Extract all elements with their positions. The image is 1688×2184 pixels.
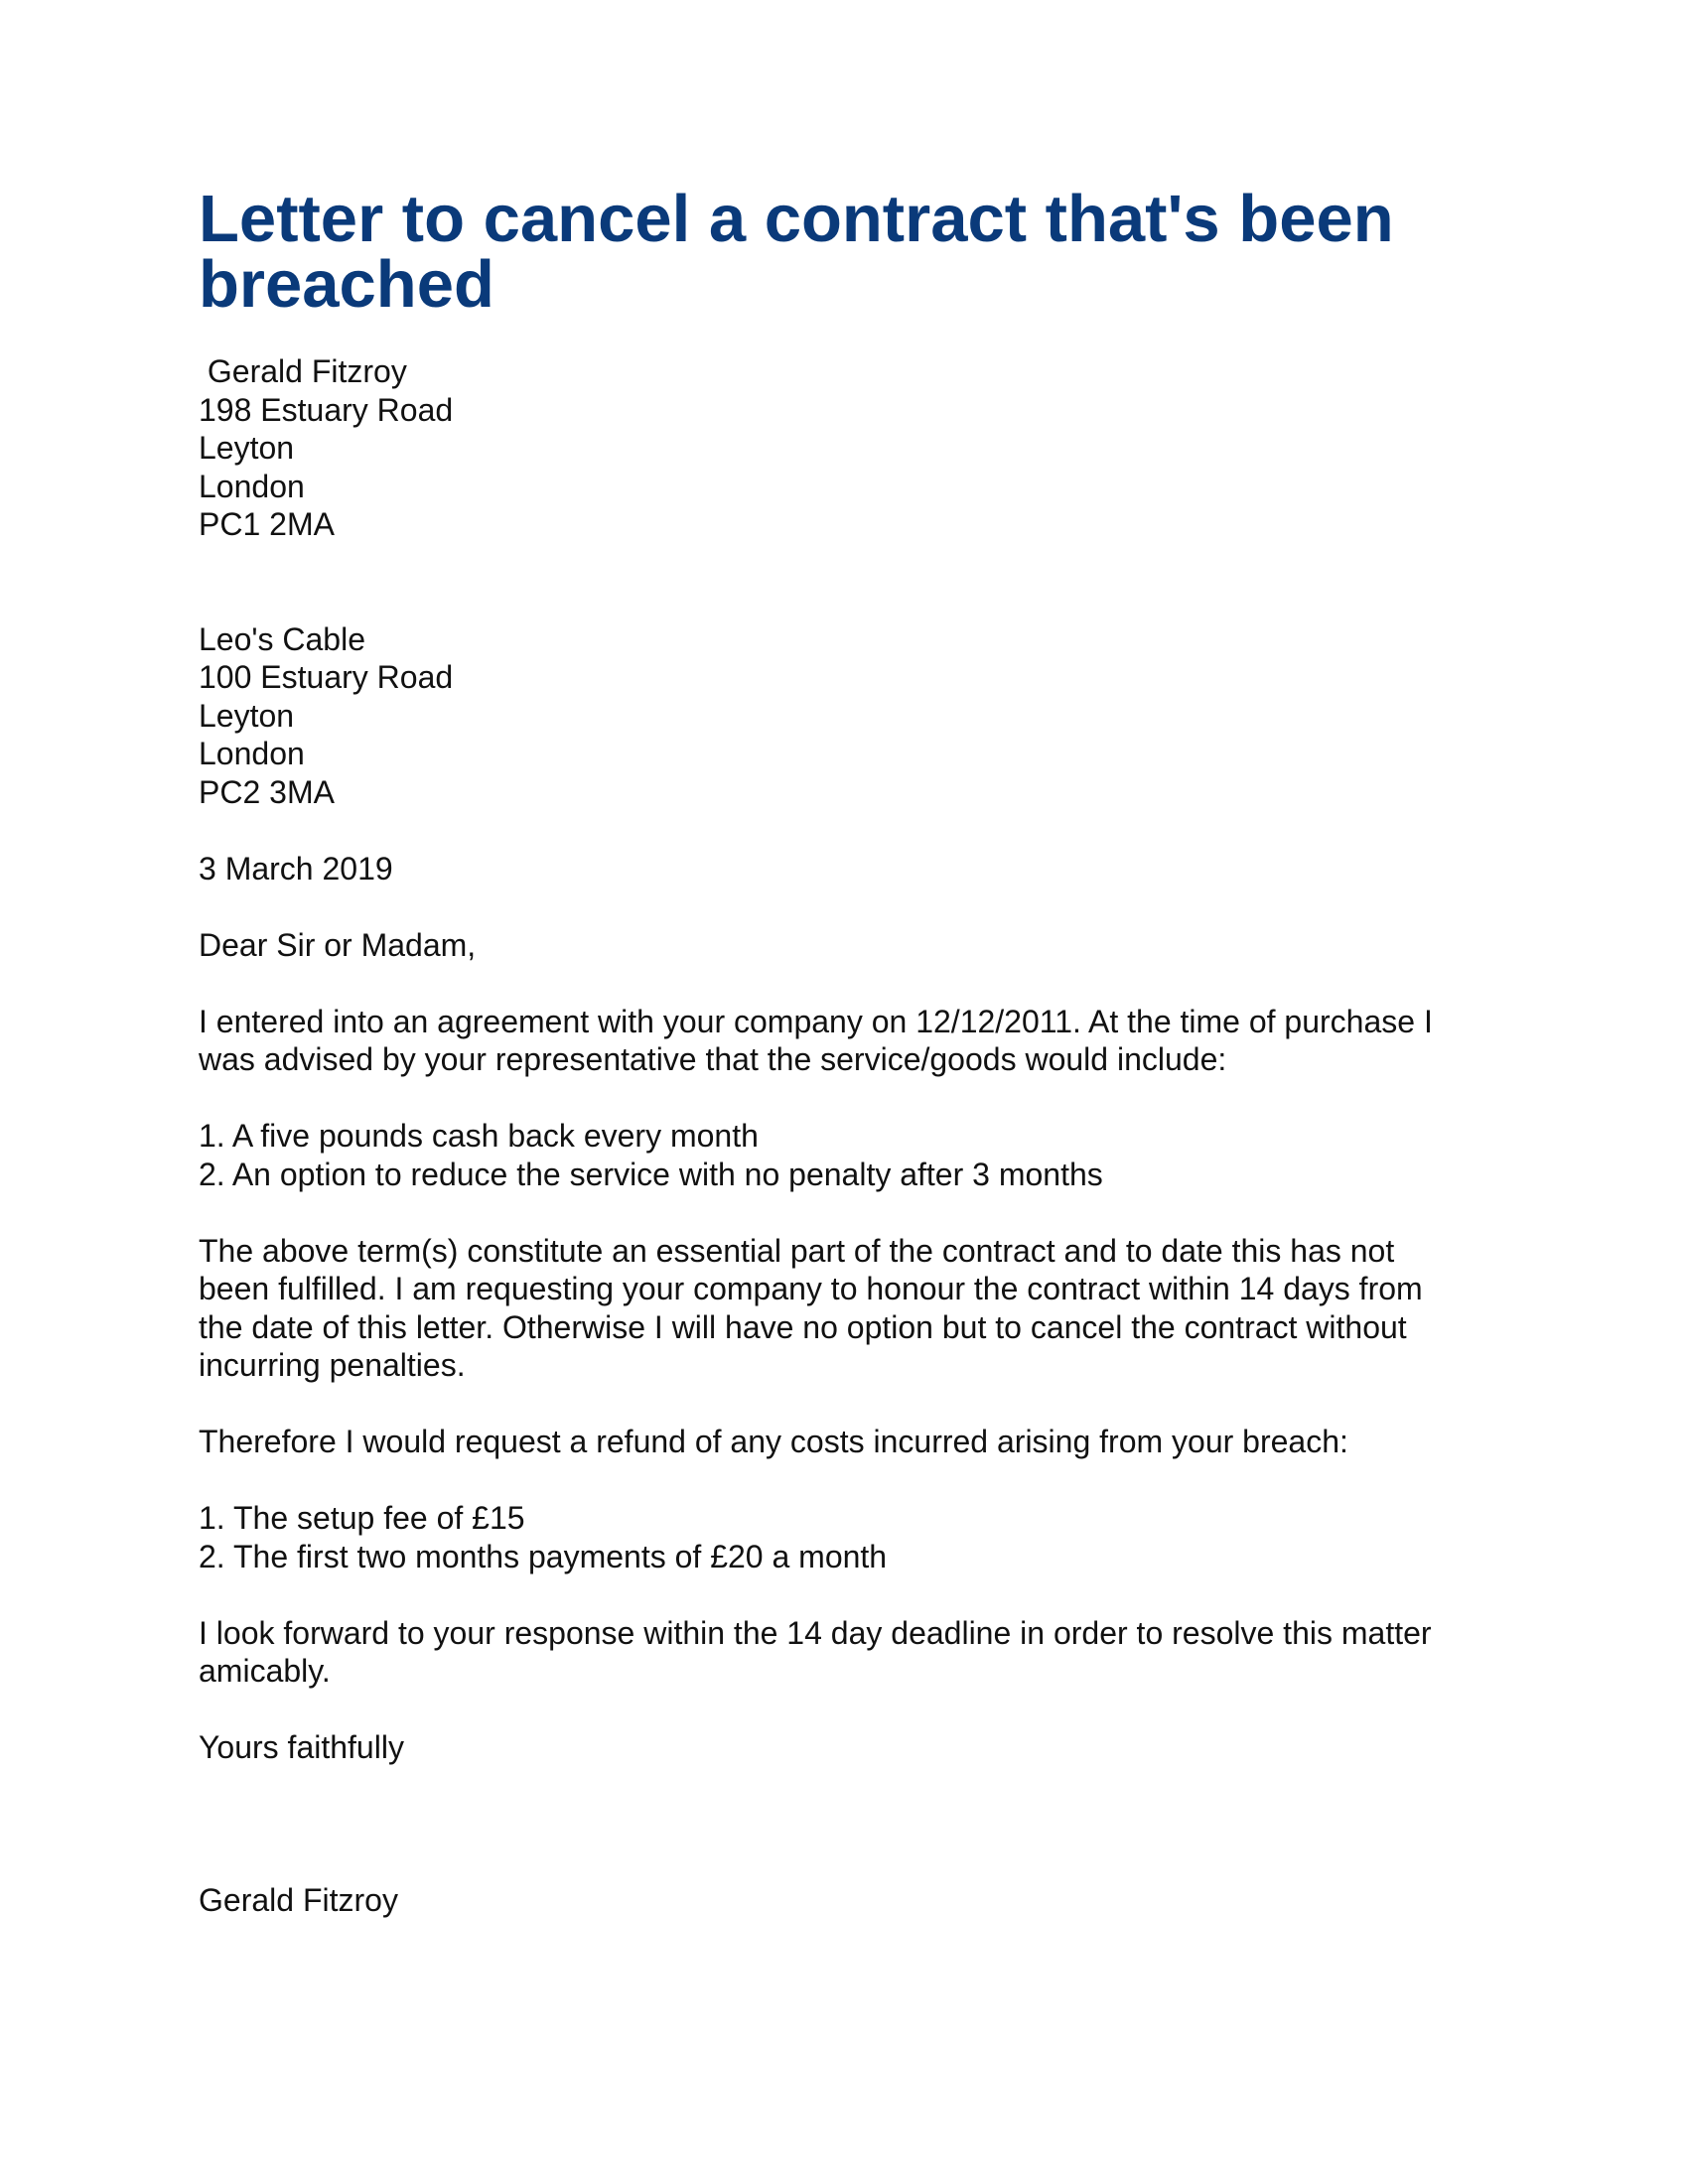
title-line-1: Letter to cancel a contract that's been	[199, 182, 1394, 256]
recipient-district: Leyton	[199, 697, 295, 734]
paragraph-line: The above term(s) constitute an essential part of the contract and to date this has not	[199, 1232, 1395, 1269]
paragraph-line: was advised by your representative that the service/goods would include:	[199, 1041, 1227, 1077]
closing-text: Yours faithfully	[199, 1729, 404, 1765]
sender-name: Gerald Fitzroy	[199, 353, 407, 389]
signature-block	[199, 1881, 1509, 1920]
salutation	[199, 926, 1509, 965]
list-item: 2. The first two months payments of £20 a month	[199, 1538, 888, 1574]
salutation-text: Dear Sir or Madam,	[199, 926, 477, 963]
letter-body	[199, 352, 1509, 1920]
paragraph-line: amicably.	[199, 1653, 331, 1689]
paragraph-line: incurring penalties.	[199, 1347, 466, 1383]
recipient-city: London	[199, 736, 305, 771]
recipient-postcode: PC2 3MA	[199, 773, 335, 810]
recipient-address	[199, 620, 1509, 812]
paragraph-agreement	[199, 1003, 1509, 1079]
sender-city: London	[199, 468, 305, 504]
list-item: 2. An option to reduce the service with no penalty after 3 months	[199, 1156, 1103, 1192]
paragraph-line: Therefore I would request a refund of any costs incurred arising from your breach:	[199, 1424, 1348, 1459]
date-text: 3 March 2019	[199, 850, 393, 887]
complimentary-close	[199, 1728, 1509, 1767]
sender-district: Leyton	[199, 430, 295, 466]
recipient-street: 100 Estuary Road	[199, 659, 454, 695]
paragraph-breach	[199, 1232, 1509, 1385]
list-item: 1. The setup fee of £15	[199, 1500, 525, 1536]
page-title	[199, 182, 1509, 322]
refunds-list	[199, 1499, 1509, 1575]
letter-date	[199, 850, 1509, 888]
list-item: 1. A five pounds cash back every month	[199, 1118, 759, 1154]
paragraph-line: I look forward to your response within the 14 day deadline in order to resolve this matter	[199, 1614, 1432, 1651]
terms-list	[199, 1117, 1509, 1193]
paragraph-line: been fulfilled. I am requesting your company to honour the contract within 14 days from	[199, 1271, 1423, 1306]
sender-address	[199, 352, 1509, 544]
recipient-name: Leo's Cable	[199, 620, 365, 657]
signature-name: Gerald Fitzroy	[199, 1882, 398, 1918]
paragraph-line: the date of this letter. Otherwise I will have no option but to cancel the contract without	[199, 1308, 1407, 1345]
sender-postcode: PC1 2MA	[199, 506, 335, 542]
paragraph-closing-request	[199, 1614, 1509, 1691]
title-line-2: breached	[199, 247, 494, 322]
letter-page	[199, 182, 1509, 1920]
paragraph-line: I entered into an agreement with your company on 12/12/2011. At the time of purchase I	[199, 1003, 1433, 1039]
paragraph-refund-request	[199, 1423, 1509, 1461]
sender-street: 198 Estuary Road	[199, 391, 454, 428]
